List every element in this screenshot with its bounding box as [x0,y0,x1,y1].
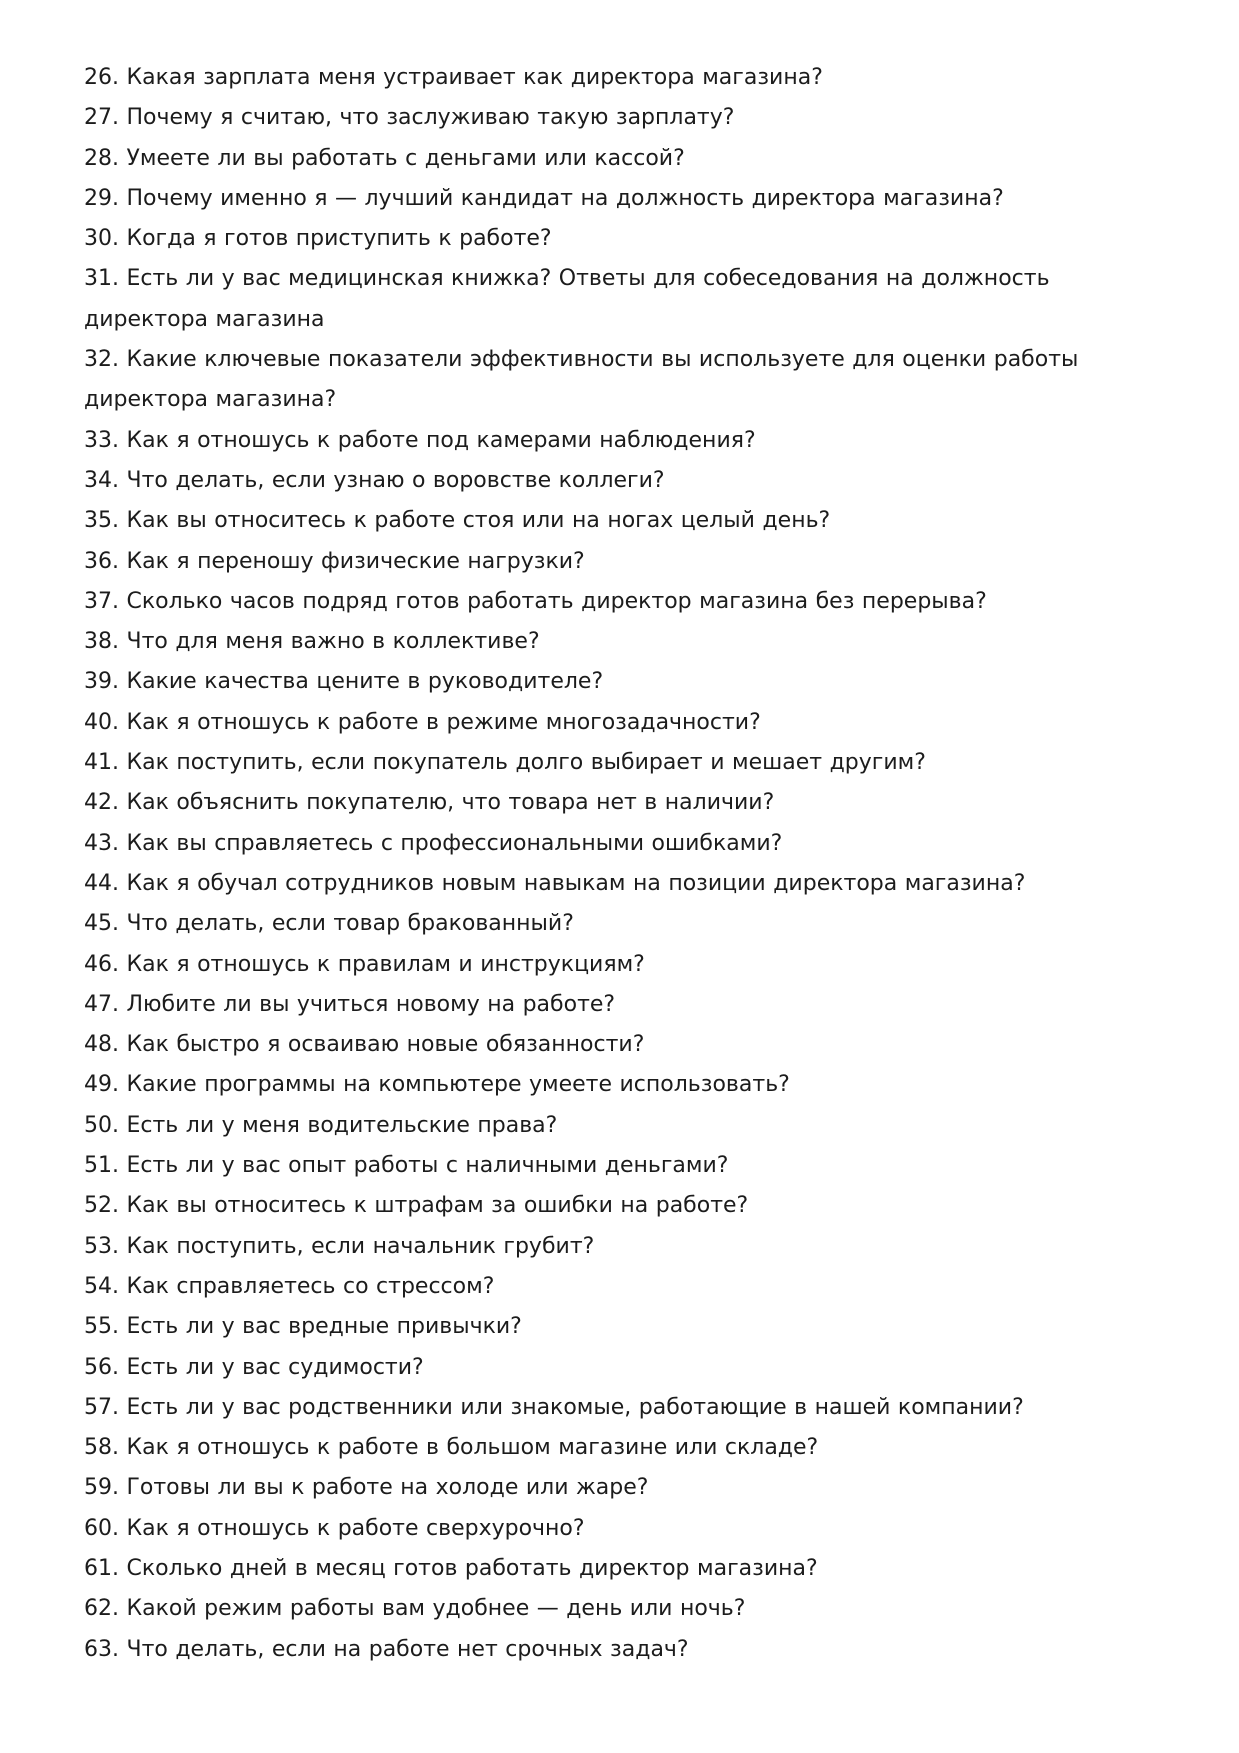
question-item: 60. Как я отношусь к работе сверхурочно? [84,1515,585,1541]
question-item: 54. Как справляетесь со стрессом? [84,1273,495,1299]
question-item: 62. Какой режим работы вам удобнее — день или ночь? [84,1596,746,1622]
question-item: 51. Есть ли у вас опыт работы с наличными деньгами? [84,1153,729,1179]
question-item: 37. Сколько часов подряд готов работать директор магазина без перерыва? [84,588,987,614]
question-item: 32. Какие ключевые показатели эффективности вы используете для оценки работы директора магазина? [84,347,1079,413]
question-item: 57. Есть ли у вас родственники или знакомые, работающие в нашей компании? [84,1394,1024,1420]
question-item: 41. Как поступить, если покупатель долго выбирает и мешает другим? [84,750,926,776]
question-item: 34. Что делать, если узнаю о воровстве коллеги? [84,467,665,493]
question-item: 48. Как быстро я осваиваю новые обязанности? [84,1032,645,1058]
question-item: 43. Как вы справляетесь с профессиональными ошибками? [84,830,783,856]
question-item: 47. Любите ли вы учиться новому на работе? [84,991,616,1017]
question-item: 61. Сколько дней в месяц готов работать директор магазина? [84,1555,818,1581]
question-item: 42. Как объяснить покупателю, что товара нет в наличии? [84,790,775,816]
question-item: 58. Как я отношусь к работе в большом магазине или складе? [84,1435,819,1461]
question-item: 50. Есть ли у меня водительские права? [84,1112,558,1138]
question-item: 30. Когда я готов приступить к работе? [84,226,552,252]
question-item: 49. Какие программы на компьютере умеете использовать? [84,1072,790,1098]
question-item: 46. Как я отношусь к правилам и инструкциям? [84,951,645,977]
question-item: 28. Умеете ли вы работать с деньгами или кассой? [84,145,685,171]
question-item: 59. Готовы ли вы к работе на холоде или жаре? [84,1475,649,1501]
question-item: 38. Что для меня важно в коллективе? [84,629,540,655]
question-item: 56. Есть ли у вас судимости? [84,1354,424,1380]
question-item: 63. Что делать, если на работе нет срочных задач? [84,1636,689,1662]
question-item: 35. Как вы относитесь к работе стоя или на ногах целый день? [84,508,831,534]
question-item: 40. Как я отношусь к работе в режиме многозадачности? [84,709,761,735]
question-item: 52. Как вы относитесь к штрафам за ошибки на работе? [84,1193,749,1219]
question-item: 31. Есть ли у вас медицинская книжка? Ответы для собеседования на должность директора магазина [84,266,1050,332]
question-item: 45. Что делать, если товар бракованный? [84,911,574,937]
question-item: 55. Есть ли у вас вредные привычки? [84,1314,522,1340]
question-item: 36. Как я переношу физические нагрузки? [84,548,585,574]
question-item: 29. Почему именно я — лучший кандидат на должность директора магазина? [84,185,1004,211]
document-page [84,58,1164,1670]
question-item: 26. Какая зарплата меня устраивает как директора магазина? [84,65,823,90]
question-item: 44. Как я обучал сотрудников новым навыкам на позиции директора магазина? [84,870,1026,896]
question-list [84,58,1164,1670]
question-item: 39. Какие качества цените в руководителе? [84,669,604,695]
question-item: 33. Как я отношусь к работе под камерами наблюдения? [84,427,756,453]
question-item: 53. Как поступить, если начальник грубит? [84,1233,595,1259]
question-item: 27. Почему я считаю, что заслуживаю такую зарплату? [84,105,735,131]
